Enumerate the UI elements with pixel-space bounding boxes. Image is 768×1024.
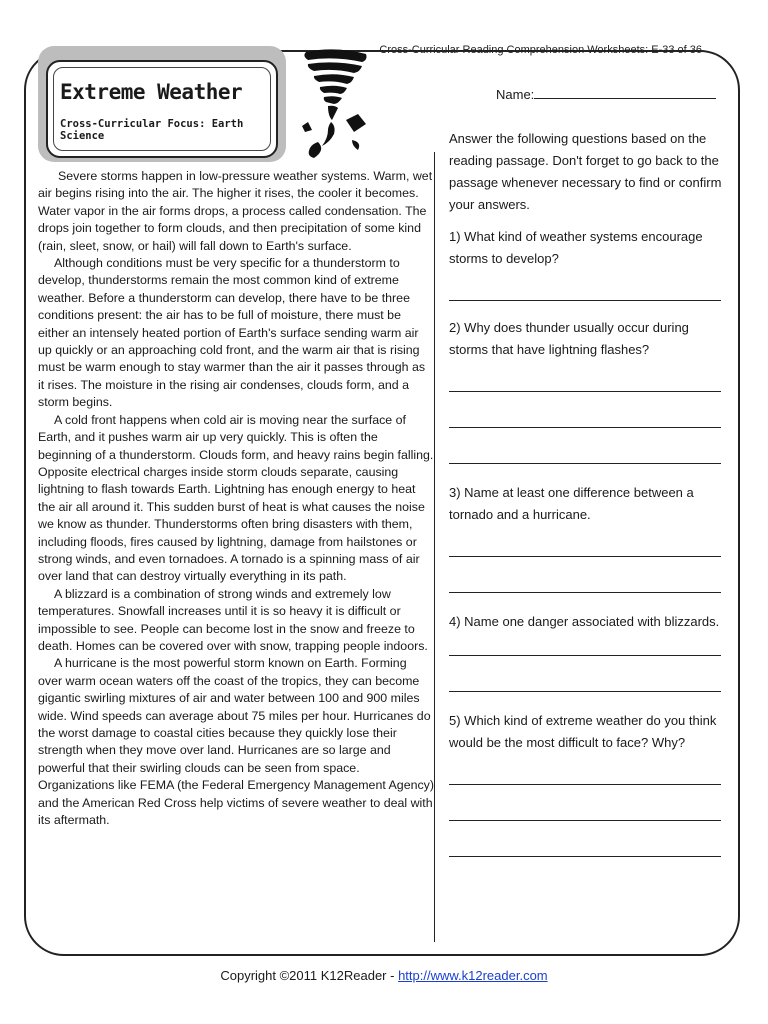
passage-paragraph: Although conditions must be very specific for a thunderstorm to develop, thunderstorms remain the most common kind of extreme weather. Before a thunderstorm can develop, there have to be three conditions present: the air has to be full of moisture, there must be either an intensely heated portion of Earth's surface sending warm air up quickly or an approaching cold front, and the warm air that is rising must be warm enough to stay warmer than the air it passes through as it rises. The moisture in the rising air condenses, clouds form, and a storm begins. <box>38 256 426 410</box>
question-1: 1) What kind of weather systems encourage storms to develop? <box>449 229 703 266</box>
worksheet-subtitle: Cross-Curricular Focus: Earth Science <box>60 118 244 142</box>
worksheet-series-header: Cross-Curricular Reading Comprehension Worksheets: E-33 of 36 <box>379 44 702 56</box>
footer <box>0 968 768 983</box>
answer-line[interactable] <box>449 856 721 857</box>
instructions: Answer the following questions based on the reading passage. Don't forget to go back to the passage whenever necessary to find or confirm your answers. <box>449 131 722 212</box>
copyright-text: Copyright ©2011 K12Reader - <box>220 968 399 983</box>
question-2: 2) Why does thunder usually occur during storms that have lightning flashes? <box>449 320 689 357</box>
column-divider <box>434 152 435 942</box>
passage-paragraph: A cold front happens when cold air is moving near the surface of Earth, and it pushes warm air up very quickly. This is often the beginning of a thunderstorm. Clouds form, and heavy rains begin falling. Opposite electrical charges inside storm clouds separate, causing lightning to flash towards Earth. Lightning has enough energy to heat the air all around it. This sudden burst of heat is what causes the noise we know as thunder. Thunderstorms often bring disasters with them, including floods, fires caused by lightning, damage from hailstones or strong winds, and even tornadoes. A tornado is a spinning mass of air over land that can destroy virtually everything in its path. <box>38 412 434 584</box>
passage-paragraph: A hurricane is the most powerful storm known on Earth. Forming over warm ocean waters off the coast of the tropics, they can become gigantic swirling mixtures of air and water between 100 and 900 miles wide. Wind speeds can average about 75 miles per hour. Hurricanes do the worst damage to coastal cities because they quickly lose their strength when they move over land. Hurricanes are so large and powerful that their swirling clouds can be seen from space. Organizations like FEMA (the Federal Emergency Management Agency) and the American Red Cross help victims of severe weather to deal with its aftermath. <box>38 656 434 828</box>
tornado-icon <box>292 46 378 164</box>
k12reader-link[interactable]: http://www.k12reader.com <box>398 968 548 983</box>
title-box <box>46 60 278 158</box>
passage-paragraph: A blizzard is a combination of strong winds and extremely low temperatures. Snowfall increases until it is so heavy it is difficult or impossible to see. People can become lost in the snow and freeze to death. Homes can be covered over with snow, trapping people indoors. <box>38 586 428 653</box>
name-underline[interactable] <box>534 86 716 99</box>
question-4: 4) Name one danger associated with blizzards. <box>449 614 720 629</box>
student-name-field[interactable] <box>496 86 716 102</box>
question-5: 5) Which kind of extreme weather do you think would be the most difficult to face? Why? <box>449 713 717 750</box>
passage-paragraph: Severe storms happen in low-pressure weather systems. Warm, wet air begins rising into the air. The higher it rises, the cooler it becomes. Water vapor in the air forms drops, a process called condensation. The drops join together to form clouds, and then precipitation of some kind (rain, sleet, snow, or hail) will fall down to Earth's surface. <box>38 169 433 253</box>
question-3: 3) Name at least one difference between a tornado and a hurricane. <box>449 485 694 522</box>
reading-passage <box>38 168 434 829</box>
worksheet-title: Extreme Weather <box>60 80 243 104</box>
questions-column <box>449 128 725 857</box>
name-label: Name: <box>496 87 535 102</box>
